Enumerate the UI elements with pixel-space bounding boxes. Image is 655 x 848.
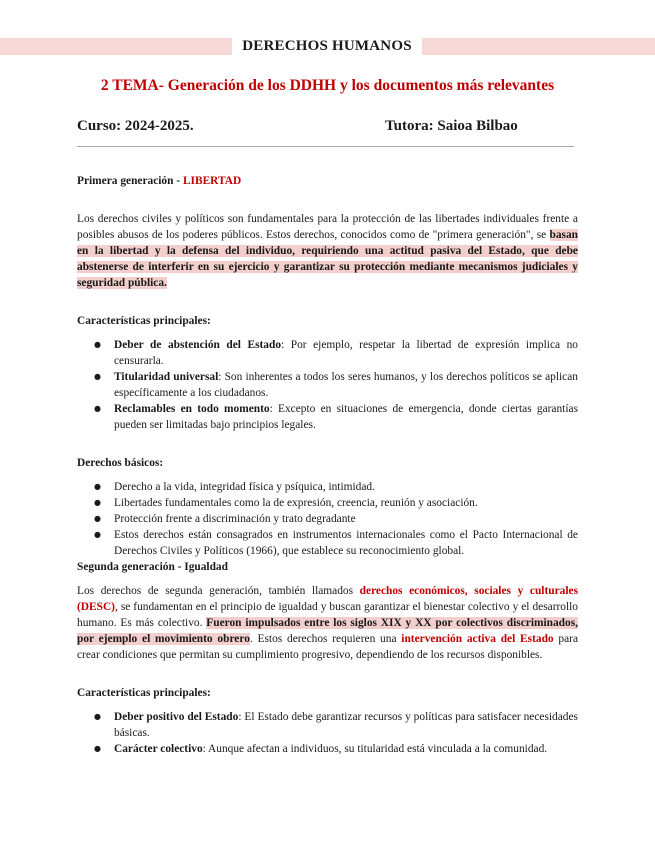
section-heading-second-generation: Segunda generación - Igualdad: [77, 561, 228, 573]
basic-rights-list: [77, 479, 578, 559]
second-generation-paragraph: Los derechos de segunda generación, también llamados derechos económicos, sociales y culturales (DESC), se fundamentan en el principio de igualdad y buscan garantizar el bienestar colectivo y el desarrollo humano. Es más colectivo. Fueron impulsados entre los siglos XIX y XX por colectivos discriminados, por ejemplo el movimiento obrero. Estos derechos requieren una intervención activa del Estado para crear condiciones que permitan su cumplimiento progresivo, dependiendo de los recursos disponibles.: [77, 585, 578, 661]
basic-rights-heading: Derechos básicos:: [77, 457, 164, 469]
document-title: DERECHOS HUMANOS: [232, 36, 422, 57]
list-item: ● Reclamables en todo momento: Excepto en situaciones de emergencia, donde ciertas garantías pueden ser limitadas bajo principios legales.: [77, 401, 578, 433]
highlighted-text: Fueron impulsados entre los siglos XIX y XX por colectivos discriminados, por ejemplo el movimiento obrero: [77, 617, 578, 645]
emphasized-text: intervención activa del Estado: [401, 633, 554, 645]
list-item: ● Estos derechos están consagrados en instrumentos internacionales como el Pacto Internacional de Derechos Civiles y Políticos (1966), que establece su reconocimiento global.: [77, 527, 578, 559]
list-item: ● Protección frente a discriminación y trato degradante: [77, 511, 578, 527]
tutor-label: Tutora: Saioa Bilbao: [385, 118, 518, 134]
list-item: ● Titularidad universal: Son inherentes a todos los seres humanos, y los derechos políticos se aplican específicamente a los ciudadanos.: [77, 369, 578, 401]
list-item: ● Deber positivo del Estado: El Estado debe garantizar recursos y políticas para satisfacer necesidades básicas.: [77, 709, 578, 741]
document-body: [77, 173, 578, 757]
features-list: [77, 709, 578, 757]
section-heading-first-generation: Primera generación - LIBERTAD: [77, 175, 242, 187]
course-label: Curso: 2024-2025.: [77, 118, 194, 134]
first-generation-paragraph: Los derechos civiles y políticos son fundamentales para la protección de las libertades individuales frente a posibles abusos de los poderes públicos. Estos derechos, conocidos como de "primera generación", se basan en la libertad y la defensa del individuo, requiriendo una actitud pasiva del Estado, que debe abstenerse de interferir en su ejercicio y garantizar su protección mediante mecanismos judiciales y seguridad pública.: [77, 213, 578, 289]
header-divider: [77, 146, 574, 147]
features-heading: Características principales:: [77, 687, 211, 699]
heading-keyword: LIBERTAD: [182, 175, 242, 187]
features-heading: Características principales:: [77, 315, 211, 327]
list-item: ● Carácter colectivo: Aunque afectan a individuos, su titularidad está vinculada a la comunidad.: [77, 741, 578, 757]
highlighted-text: basan en la libertad y la defensa del individuo, requiriendo una actitud pasiva del Estado, que debe abstenerse de interferir en su ejercicio y garantizar su protección mediante mecanismos judiciales y seguridad pública.: [77, 229, 578, 289]
list-item: ● Deber de abstención del Estado: Por ejemplo, respetar la libertad de expresión implica no censurarla.: [77, 337, 578, 369]
list-item: ● Libertades fundamentales como la de expresión, creencia, reunión y asociación.: [77, 495, 578, 511]
features-list: [77, 337, 578, 433]
emphasized-text: derechos económicos, sociales y culturales (DESC): [77, 585, 578, 613]
topic-subtitle: 2 TEMA- Generación de los DDHH y los documentos más relevantes: [100, 77, 555, 94]
list-item: ● Derecho a la vida, integridad física y psíquica, intimidad.: [77, 479, 578, 495]
